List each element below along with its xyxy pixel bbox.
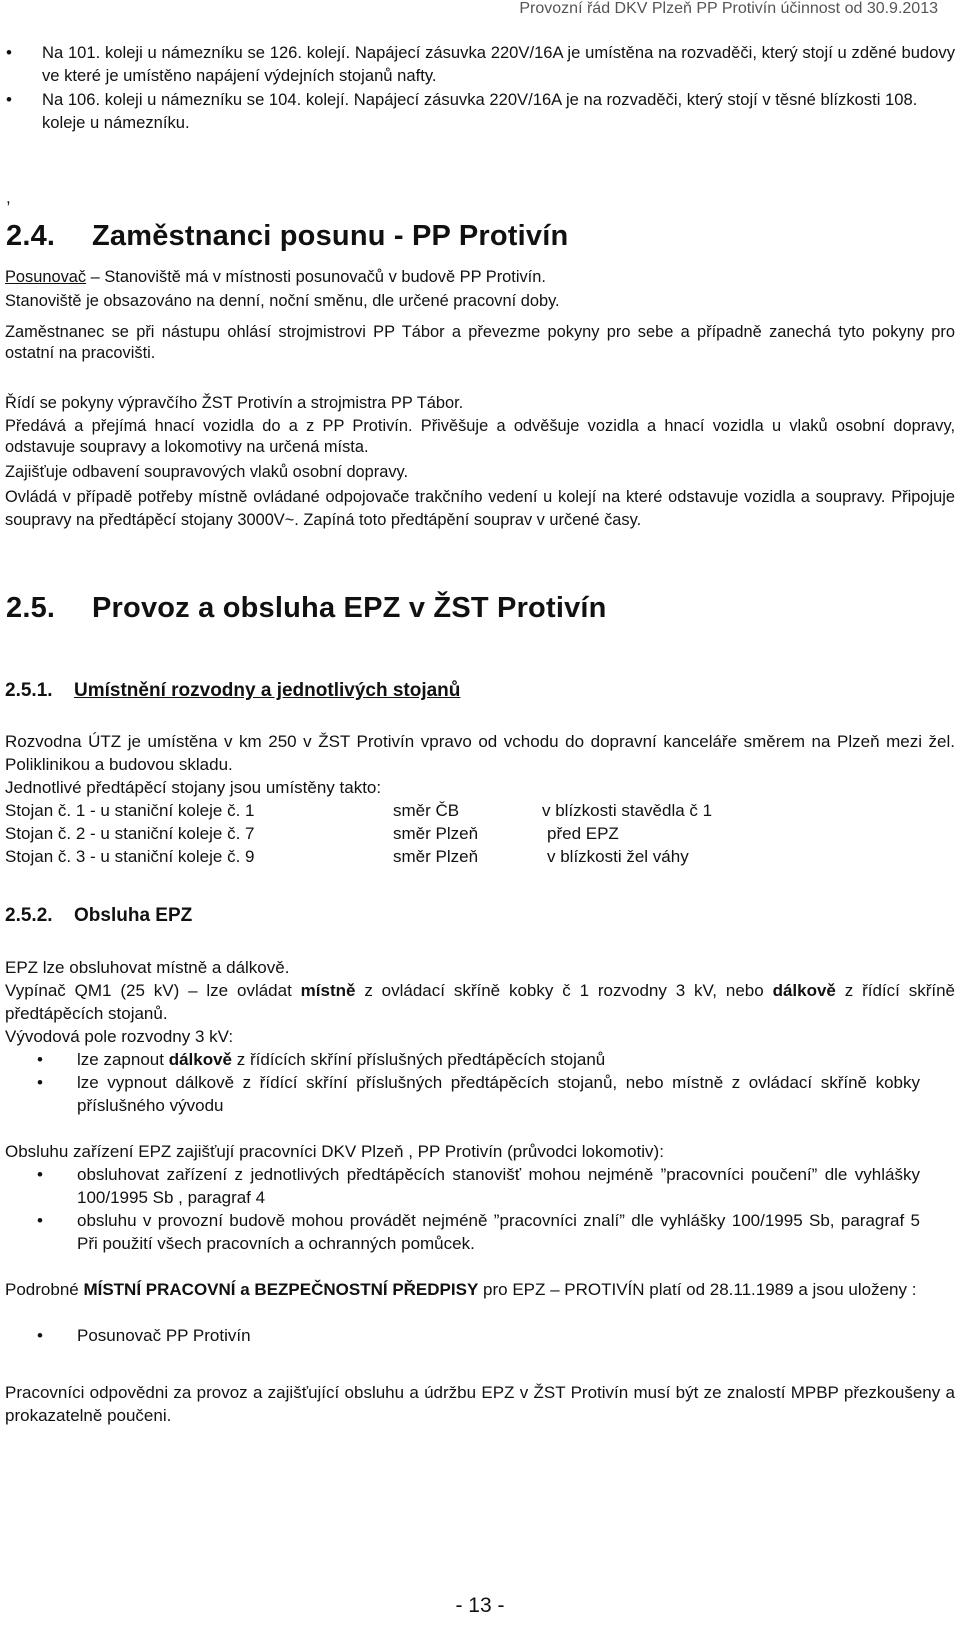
paragraph: Podrobné MÍSTNÍ PRACOVNÍ a BEZPEČNOSTNÍ PŘEDPISY pro EPZ – PROTIVÍN platí od 28.11.1989 a jsou uloženy : (5, 1280, 917, 1299)
paragraph: Zaměstnanec se při nástupu ohlásí strojmistrovi PP Tábor a převezme pokyny pro sebe a případně zanechá tyto pokyny pro ostatní na pracovišti. (5, 323, 955, 362)
paragraph: Řídí se pokyny výpravčího ŽST Protivín a strojmistra PP Tábor. (5, 394, 464, 412)
bullet-icon: • (37, 1211, 43, 1230)
list-item: • Posunovač PP Protivín (37, 1326, 251, 1345)
page-header: Provozní řád DKV Plzeň PP Protivín účinnost od 30.9.2013 (519, 0, 938, 17)
paragraph: Rozvodna ÚTZ je umístěna v km 250 v ŽST Protivín vpravo od vchodu do dopravní kanceláře směrem na Plzeň mezi žel. Poliklinikou a budovou skladu. (5, 732, 955, 774)
paragraph: Jednotlivé předtápěcí stojany jsou umístěny takto: (5, 778, 382, 797)
list-item: • lze zapnout dálkově z řídících skříní příslušných předtápěcích stojanů (37, 1050, 606, 1069)
list-item: • Na 101. koleji u námezníku se 126. kolejí. Napájecí zásuvka 220V/16A je umístěna na rozvaděči, který stojí u zděné budovy ve které je umístěno napájení výdejních stojanů nafty. (6, 43, 955, 85)
paragraph: Pracovníci odpovědni za provoz a zajišťující obsluhu a údržbu EPZ v ŽST Protivín musí být ze znalostí MPBP přezkoušeny a prokazatelně poučeni. (5, 1383, 955, 1425)
bullet-icon: • (37, 1326, 43, 1345)
paragraph: Ovládá v případě potřeby místně ovládané odpojovače trakčního vedení u kolejí na které odstavuje vozidla a soupravy. Připojuje soupravy na předtápěcí stojany 3000V~. Zapíná toto předtápění souprav v určené časy. (5, 488, 955, 529)
bullet-icon: • (37, 1073, 43, 1092)
paragraph: Obsluhu zařízení EPZ zajišťují pracovníci DKV Plzeň , PP Protivín (průvodci lokomotiv): (5, 1142, 664, 1161)
section-heading: 2.4. Zaměstnanci posunu - PP Protivín (6, 220, 569, 252)
subsection-heading: 2.5.1. Umístnění rozvodny a jednotlivých stojanů (5, 680, 461, 701)
paragraph: Posunovač – Stanoviště má v místnosti posunovačů v budově PP Protivín. (5, 268, 546, 286)
paragraph: Vypínač QM1 (25 kV) – lze ovládat místně z ovládací skříně kobky č 1 rozvodny 3 kV, nebo dálkově z řídící skříně předtápěcích stojanů. (5, 981, 956, 1023)
paragraph: Zajišťuje odbavení soupravových vlaků osobní dopravy. (5, 463, 409, 481)
stray-comma: , (6, 188, 11, 207)
page-number: - 13 - (455, 1594, 505, 1617)
list-item: • Na 106. koleji u námezníku se 104. kolejí. Napájecí zásuvka 220V/16A je na rozvaděči, který stojí v těsné blízkosti 108. koleje u námezníku. (6, 90, 918, 132)
list-item: • obsluhu v provozní budově mohou provádět nejméně ”pracovníci znalí” dle vyhlášky 100/1995 Sb, paragraf 5 Při použití všech pracovních a ochranných pomůcek. (37, 1211, 920, 1253)
paragraph: EPZ lze obsluhovat místně a dálkově. (5, 958, 290, 977)
bullet-icon: • (37, 1050, 43, 1069)
document-page: Provozní řád DKV Plzeň PP Protivín účinnost od 30.9.2013 • Na 101. koleji u námezníku se 126. kolejí. Napájecí zásuvka 220V/16A je umístěna na rozvaděči, který stojí u zděné budovy ve které je umístěno napájení výdejních stojanů nafty. • Na 106. koleji u námezníku se 104. kolejí. Napájecí zásuvka 220V/16A je na rozvaděči, který stojí v těsné blízkosti 108. koleje u námezníku. , 2.4. Zaměstnanci posunu - PP Protivín Posunovač – Stanoviště má v místnosti posunovačů v budově PP Protivín. Stanoviště je obsazováno na denní, noční směnu, dle určené pracovní doby. Zaměstnanec se při nástupu ohlásí strojmistrovi PP Tábor a převezme pokyny pro sebe a případně zanechá tyto pokyny pro ostatní na pracovišti. Řídí se pokyny výpravčího ŽST Protivín a strojmistra PP Tábor. Předává a přejímá hnací vozidla do a z PP Protivín. Přivěšuje a odvěšuje vozidla a hnací vozidla u vlaků osobní dopravy, odstavuje soupravy a lokomotivy na určená místa. Zajišťuje odbavení soupravových vlaků osobní dopravy. Ovládá v případě potřeby místně ovládané odpojovače trakčního vedení u kolejí na které odstavuje vozidla a soupravy. Připojuje soupravy na předtápěcí stojany 3000V~. Zapíná toto předtápění souprav v určené časy. 2.5. Provoz a obsluha EPZ v ŽST Protivín 2.5.1. Umístnění rozvodny a jednotlivých stojanů Rozvodna ÚTZ je umístěna v km 250 v ŽST Protivín vpravo od vchodu do dopravní kanceláře směrem na Plzeň mezi žel. Poliklinikou a budovou skladu. Jednotlivé předtápěcí stojany jsou umístěny takto: Stojan č. 1 - u staniční koleje č. 1 směr ČB v blízkosti stavědla č 1 Stojan č. 2 - u staniční koleje č. 7 směr Plzeň před EPZ Stojan č. 3 - u staniční koleje č. 9 směr Plzeň v blízkosti žel váhy 2.5.2. Obsluha EPZ EPZ lze obsluhovat místně a dálkově. Vypínač QM1 (25 kV) – lze ovládat místně z ovládací skříně kobky č 1 rozvodny 3 kV, nebo dálkově z řídící skříně předtápěcích stojanů. Vývodová pole rozvodny 3 kV: • lze zapnout dálkově z řídících skříní příslušných předtápěcích stojanů • lze vypnout dálkově z řídící skříní příslušných předtápěcích stojanů, nebo místně z ovládací skříně kobky příslušného vývodu Obsluhu zařízení EPZ zajišťují pracovníci DKV Plzeň , PP Protivín (průvodci lokomotiv): • obsluhovat zařízení z jednotlivých předtápěcích stanovišť mohou nejméně ”pracovníci poučení” dle vyhlášky 100/1995 Sb , paragraf 4 • obsluhu v provozní budově mohou provádět nejméně ”pracovníci znalí” dle vyhlášky 100/1995 Sb, paragraf 5 Při použití všech pracovních a ochranných pomůcek. Podrobné MÍSTNÍ PRACOVNÍ a BEZPEČNOSTNÍ PŘEDPISY pro EPZ – PROTIVÍN platí od 28.11.1989 a jsou uloženy : • Posunovač PP Protivín Pracovníci odpovědni za provoz a zajišťující obsluhu a údržbu EPZ v ŽST Protivín musí být ze znalostí MPBP přezkoušeny a prokazatelně poučeni. - 13 - (0, 0, 960, 1630)
bullet-icon: • (37, 1165, 43, 1184)
list-item: • lze vypnout dálkově z řídící skříní příslušných předtápěcích stojanů, nebo místně z ovládací skříně kobky příslušného vývodu (37, 1073, 920, 1115)
section-heading: 2.5. Provoz a obsluha EPZ v ŽST Protivín (6, 592, 607, 624)
paragraph: Vývodová pole rozvodny 3 kV: (5, 1027, 234, 1046)
bullet-icon: • (6, 90, 12, 109)
subsection-heading: 2.5.2. Obsluha EPZ (5, 905, 193, 926)
bullet-icon: • (6, 43, 12, 62)
list-item: • obsluhovat zařízení z jednotlivých předtápěcích stanovišť mohou nejméně ”pracovníci poučení” dle vyhlášky 100/1995 Sb , paragraf 4 (37, 1165, 920, 1207)
paragraph: Stanoviště je obsazováno na denní, noční směnu, dle určené pracovní doby. (5, 292, 560, 310)
paragraph: Předává a přejímá hnací vozidla do a z PP Protivín. Přivěšuje a odvěšuje vozidla a hnací vozidla u vlaků osobní dopravy, odstavuje soupravy a lokomotivy na určená místa. (5, 417, 955, 456)
